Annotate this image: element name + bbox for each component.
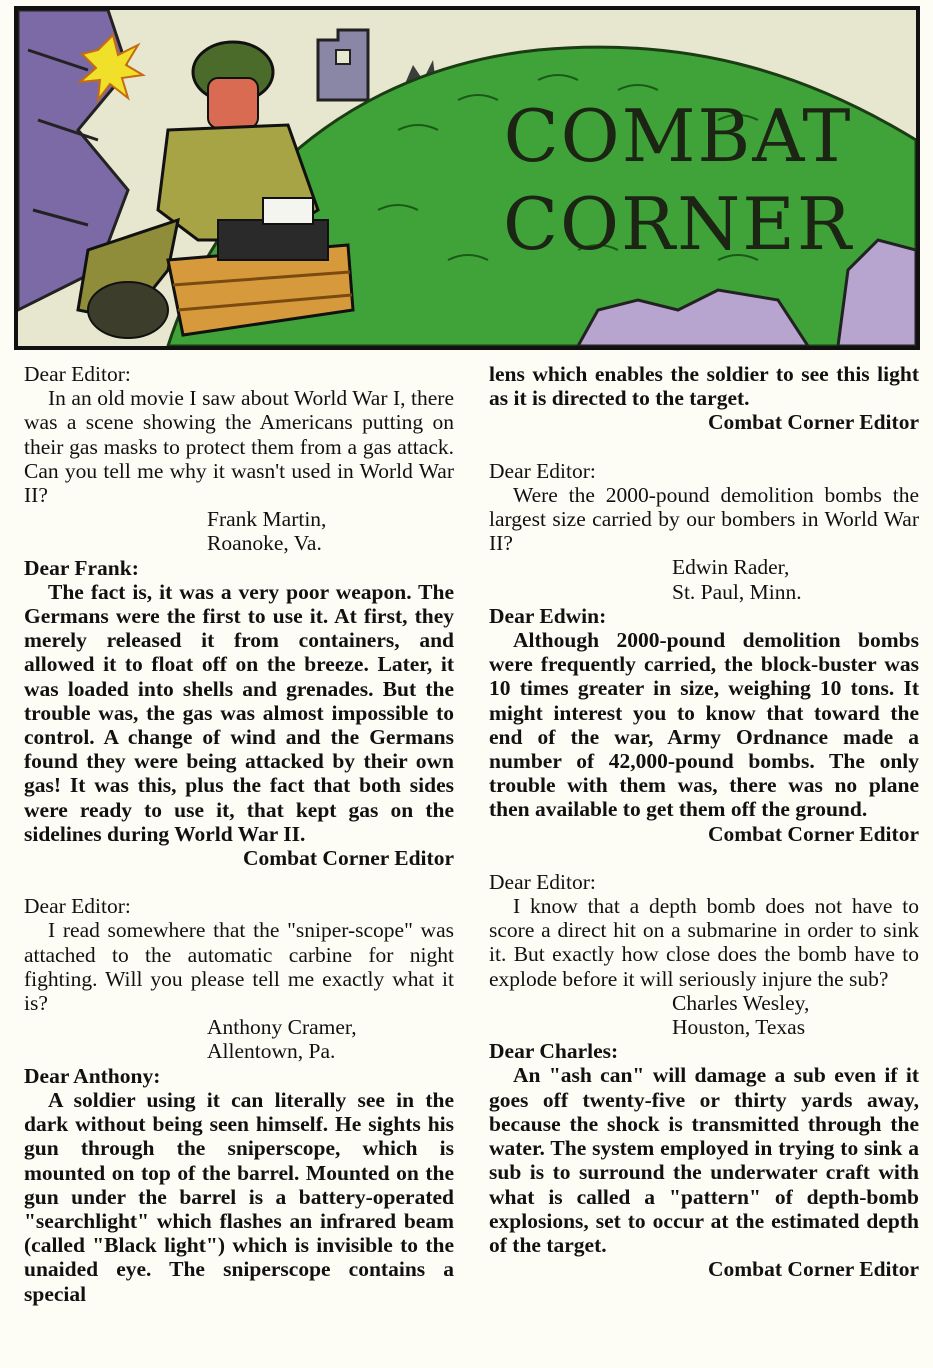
right-column	[489, 362, 919, 1281]
banner-title-line1: COMBAT	[503, 94, 853, 178]
soldier-head	[208, 78, 258, 128]
letter-salute: Dear Editor:	[489, 869, 596, 894]
letter-body: I read somewhere that the "sniper-scope" was attached to the automatic carbine for night fighting. Will you please tell me exactly what it is?	[24, 918, 454, 1016]
letter-charles-wesley	[489, 870, 919, 1039]
soldier-boot	[88, 282, 168, 338]
editor-signature: Combat Corner Editor	[242, 846, 454, 871]
letter-signature-name: Charles Wesley,	[672, 990, 810, 1015]
letter-frank-martin	[24, 362, 454, 556]
editor-signature: Combat Corner Editor	[707, 410, 919, 435]
letter-body: I know that a depth bomb does not have to score a direct hit on a submarine in order to sink it. But exactly how close does the bomb have to explode before it will seriously injure the sub?	[489, 894, 919, 991]
left-column	[24, 362, 454, 1306]
header-banner	[14, 6, 920, 350]
letter-edwin-rader	[489, 459, 919, 604]
typewriter	[218, 220, 328, 260]
reply-charles	[489, 1039, 919, 1281]
letter-signature-place: Allentown, Pa.	[207, 1039, 336, 1064]
banner-title-line2: CORNER	[502, 182, 854, 266]
reply-salute: Dear Anthony:	[24, 1063, 161, 1088]
reply-body: Although 2000-pound demolition bombs were frequently carried, the block-buster was 10 times greater in size, weighing 10 tons. It might interest you to know that toward the end of the war, Army Ordnance made a number of 42,000-pound bombs. The only trouble with them was, there was no plane then available to get them off the ground.	[489, 628, 919, 822]
reply-salute: Dear Charles:	[489, 1039, 619, 1064]
reply-anthony	[24, 1064, 454, 1306]
reply-edwin	[489, 604, 919, 846]
reply-salute: Dear Edwin:	[489, 603, 607, 628]
reply-body: An "ash can" will damage a sub even if it goes off twenty-five or thirty yards away, because the shock is transmitted through the water. The system employed in trying to sink a sub is to surround the underwater craft with what is called a "pattern" of depth-bomb explosions, set to occur at the estimated depth of the target.	[489, 1063, 919, 1257]
letter-salute: Dear Editor:	[24, 894, 131, 919]
letter-salute: Dear Editor:	[24, 362, 131, 386]
letter-signature-place: Roanoke, Va.	[207, 531, 322, 556]
letter-signature-place: Houston, Texas	[672, 1015, 806, 1040]
typewriter-paper	[263, 198, 313, 224]
reply-body: The fact is, it was a very poor weapon. The Germans were the first to use it. At first, they merely released it from containers, and allowed it to float off on the breeze. Later, it was loaded into shells and grenades. But the trouble was, the gas was almost impossible to control. A change of wind and the Germans found they were being attacked by their own gas! It was this, plus the fact that both sides were ready to use it, that kept gas on the sidelines during World War II.	[24, 579, 454, 846]
editor-signature: Combat Corner Editor	[707, 821, 919, 846]
letter-signature-name: Frank Martin,	[207, 507, 327, 532]
reply-anthony-continued	[489, 362, 919, 435]
editor-signature: Combat Corner Editor	[707, 1257, 919, 1282]
letter-signature-name: Anthony Cramer,	[207, 1015, 357, 1040]
letter-signature-place: St. Paul, Minn.	[672, 579, 802, 604]
letter-body: In an old movie I saw about World War I, there was a scene showing the Americans putting on their gas masks to protect them from a gas attack. Can you tell me why it wasn't used in World War II?	[24, 386, 454, 508]
reply-frank	[24, 556, 454, 871]
banner-title	[498, 92, 858, 268]
letter-anthony-cramer	[24, 894, 454, 1063]
reply-body: A soldier using it can literally see in the dark without being seen himself. He sights his gun through the sniperscope, which is mounted on top of the barrel. Mounted on the gun under the barrel is a battery-operated "searchlight" which flashes an infrared beam (called "Black light") which is invisible to the unaided eye. The sniperscope contains a special	[24, 1087, 454, 1306]
reply-salute: Dear Frank:	[24, 555, 139, 580]
letter-body: Were the 2000-pound demolition bombs the largest size carried by our bombers in World War II?	[489, 482, 919, 556]
reply-body-continued: lens which enables the soldier to see this light as it is directed to the target.	[489, 362, 919, 411]
letter-signature-name: Edwin Rader,	[672, 555, 790, 580]
letter-salute: Dear Editor:	[489, 458, 596, 483]
